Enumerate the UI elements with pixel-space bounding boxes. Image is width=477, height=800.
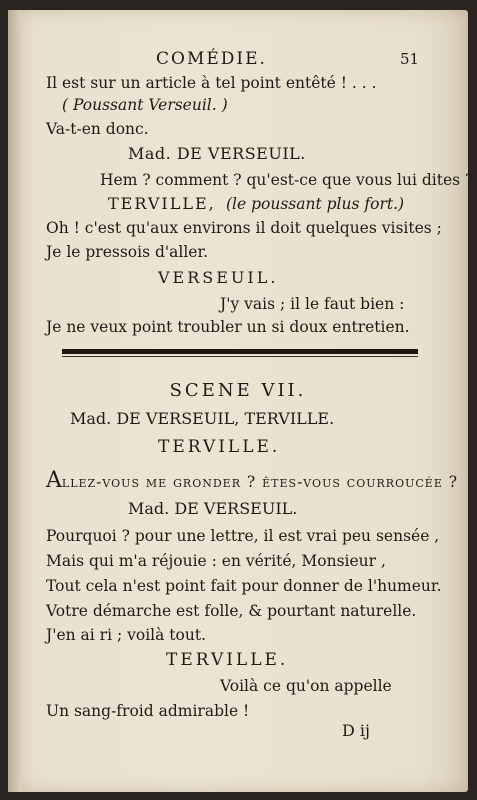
speaker-name: VERSEUIL. (158, 268, 279, 287)
speaker-name: Mad. DE VERSEUIL. (128, 499, 298, 518)
scene-characters: Mad. DE VERSEUIL, TERVILLE. (70, 409, 335, 428)
verse-line: Hem ? comment ? qu'est-ce que vous lui dites ? (100, 171, 474, 189)
scene-heading: SCENE VII. (169, 380, 307, 401)
verse-line: Oh ! c'est qu'aux environs il doit quelques visites ; (46, 219, 442, 237)
verse-line: Un sang-froid admirable ! (46, 702, 250, 720)
speaker-name: TERVILLE, (108, 194, 216, 213)
stage-direction: ( Poussant Verseuil. ) (62, 96, 228, 114)
verse-line-with-initial (46, 468, 459, 493)
section-divider-rule (62, 349, 418, 354)
verse-line: Votre démarche est folle, & pourtant naturelle. (46, 602, 417, 620)
verse-line: Tout cela n'est point fait pour donner de l'humeur. (46, 577, 442, 595)
book-page (8, 10, 474, 792)
speaker-name: TERVILLE. (166, 650, 289, 670)
verse-line-rest: llez-vous me gronder ? êtes-vous courroucée ? (61, 473, 459, 491)
signature-mark: D ij (342, 721, 370, 740)
page-number: 51 (400, 50, 420, 68)
running-title: COMÉDIE. (156, 49, 267, 69)
verse-line: Il est sur un article à tel point entêté ! . . . (46, 74, 377, 92)
verse-line: J'en ai ri ; voilà tout. (46, 626, 206, 644)
verse-line: Mais qui m'a réjouie : en vérité, Monsieur , (46, 552, 386, 570)
verse-line: J'y vais ; il le faut bien : (220, 295, 405, 313)
speaker-name: Mad. DE VERSEUIL. (128, 144, 306, 163)
verse-line: Va-t-en donc. (46, 120, 149, 138)
stage-direction: (le poussant plus fort.) (226, 195, 405, 213)
verse-line: Voilà ce qu'on appelle (220, 677, 392, 695)
speaker-name: TERVILLE. (158, 437, 281, 457)
drop-cap-initial: A (46, 468, 62, 493)
page-spine-shadow (8, 10, 22, 792)
verse-line: Je le pressois d'aller. (46, 243, 209, 261)
verse-line: Je ne veux point troubler un si doux entretien. (46, 318, 410, 336)
verse-line: Pourquoi ? pour une lettre, il est vrai peu sensée , (46, 527, 440, 545)
